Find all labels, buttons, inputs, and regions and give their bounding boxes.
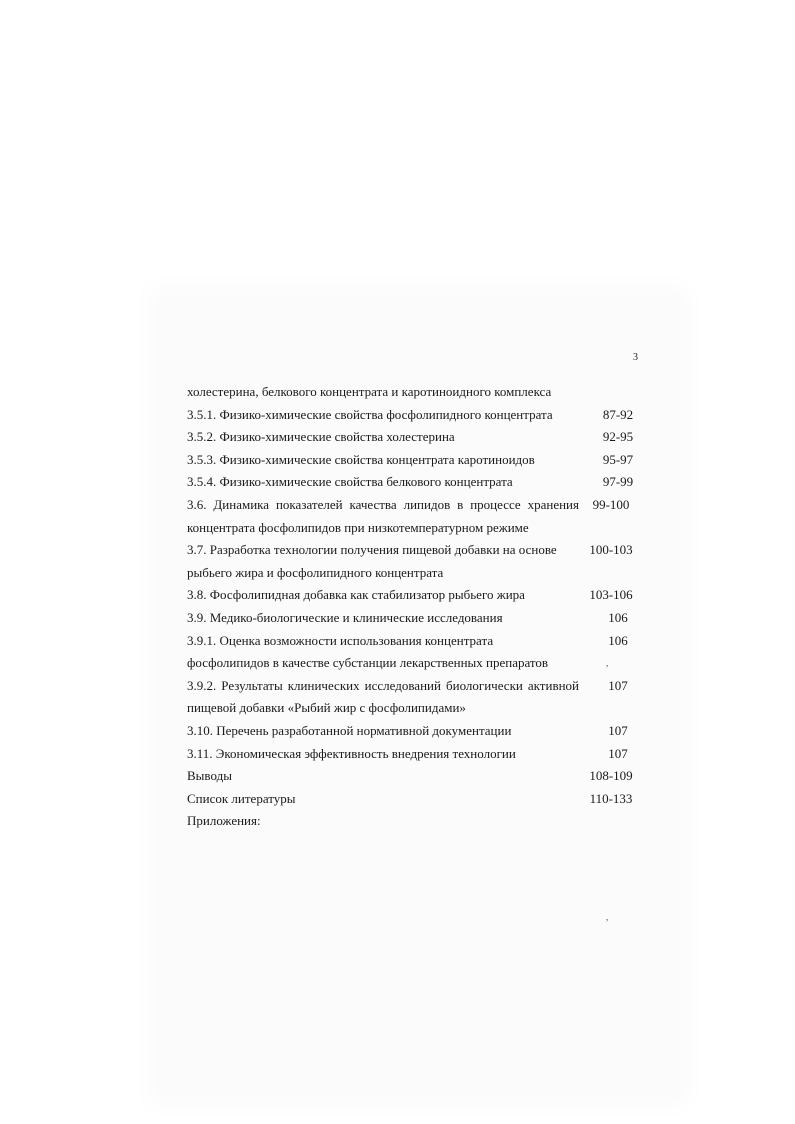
toc-entry-3-7 [187, 539, 639, 584]
toc-entry-pages: 110-133 [589, 790, 633, 806]
toc-entry-text: 3.5.2. Физико-химические свойства холестерина [187, 429, 455, 445]
toc-entry-3-9 [187, 607, 639, 630]
toc-entry-pages: 107 [608, 677, 628, 693]
toc-entry-pages: 106 [608, 609, 628, 625]
toc-entry-text: 3.5.1. Физико-химические свойства фосфолипидного концентрата [187, 406, 553, 422]
toc-entry-text: 3.10. Перечень разработанной нормативной документации [187, 722, 512, 738]
toc-entry-pages: 107 [608, 745, 628, 761]
toc-entry-text-continued: рыбьего жира и фосфолипидного концентрата [187, 564, 444, 580]
toc-entry-3-6 [187, 494, 639, 539]
toc-entry-3-5-4 [187, 471, 639, 494]
toc-entry-pages: 107 [608, 722, 628, 738]
toc-entry-text: 3.8. Фосфолипидная добавка как стабилизатор рыбьего жира [187, 587, 525, 603]
toc-entry-3-11 [187, 743, 639, 766]
scan-speck: , [606, 658, 609, 668]
toc-entry-3-9-2 [187, 675, 639, 720]
toc-entry-text: 3.9. Медико-биологические и клинические исследования [187, 609, 503, 625]
toc-entry-text: холестерина, белкового концентрата и каротиноидного комплекса [187, 384, 552, 399]
toc-entry-text: 3.7. Разработка технологии получения пищевой добавки на основе [187, 542, 557, 558]
toc-entry-text: Приложения: [187, 813, 261, 829]
toc-entry-3-9-1 [187, 630, 639, 675]
toc-entry-appendices [187, 810, 639, 833]
toc-entry-pages: 95-97 [602, 451, 634, 467]
table-of-contents [187, 381, 639, 833]
toc-entry-pages: 97-99 [602, 474, 634, 490]
toc-entry-3-10 [187, 720, 639, 743]
toc-entry-3-5-3 [187, 449, 639, 472]
toc-entry-text: 3.11. Экономическая эффективность внедрения технологии [187, 745, 516, 761]
toc-entry-3-5-2 [187, 426, 639, 449]
toc-entry-3-5-1 [187, 404, 639, 427]
toc-entry-text: 3.5.3. Физико-химические свойства концентрата каротиноидов [187, 451, 535, 467]
toc-entry-references [187, 788, 639, 811]
toc-entry-text: Список литературы [187, 790, 296, 806]
toc-entry-pages: 108-109 [589, 768, 633, 784]
toc-entry-pages: 103-106 [589, 587, 633, 603]
page-number: 3 [633, 352, 638, 363]
scan-speck: , [606, 912, 609, 922]
toc-entry-text-continued: фосфолипидов в качестве субстанции лекарственных препаратов [187, 655, 549, 671]
toc-entry-pages: 92-95 [602, 429, 634, 445]
toc-entry-text: 3.6. Динамика показателей качества липидов в процессе хранения [187, 496, 579, 512]
toc-entry-pages: 99-100 [592, 496, 630, 512]
toc-entry-text-continued: пищевой добавки «Рыбий жир с фосфолипидами» [187, 700, 466, 716]
toc-entry-text-continued: концентрата фосфолипидов при низкотемпературном режиме [187, 519, 529, 535]
toc-entry-pages: 106 [608, 632, 628, 648]
toc-entry-pages: 87-92 [602, 406, 634, 422]
toc-entry-text: 3.5.4. Физико-химические свойства белкового концентрата [187, 474, 513, 490]
toc-entry-pages: 100-103 [589, 542, 633, 558]
toc-entry-3-8 [187, 584, 639, 607]
toc-entry-conclusions [187, 765, 639, 788]
toc-entry-3-5-continued [187, 381, 639, 404]
toc-entry-text: 3.9.2. Результаты клинических исследований биологически активной [187, 677, 579, 693]
toc-entry-text: Выводы [187, 768, 232, 784]
toc-entry-text: 3.9.1. Оценка возможности использования концентрата [187, 632, 494, 648]
